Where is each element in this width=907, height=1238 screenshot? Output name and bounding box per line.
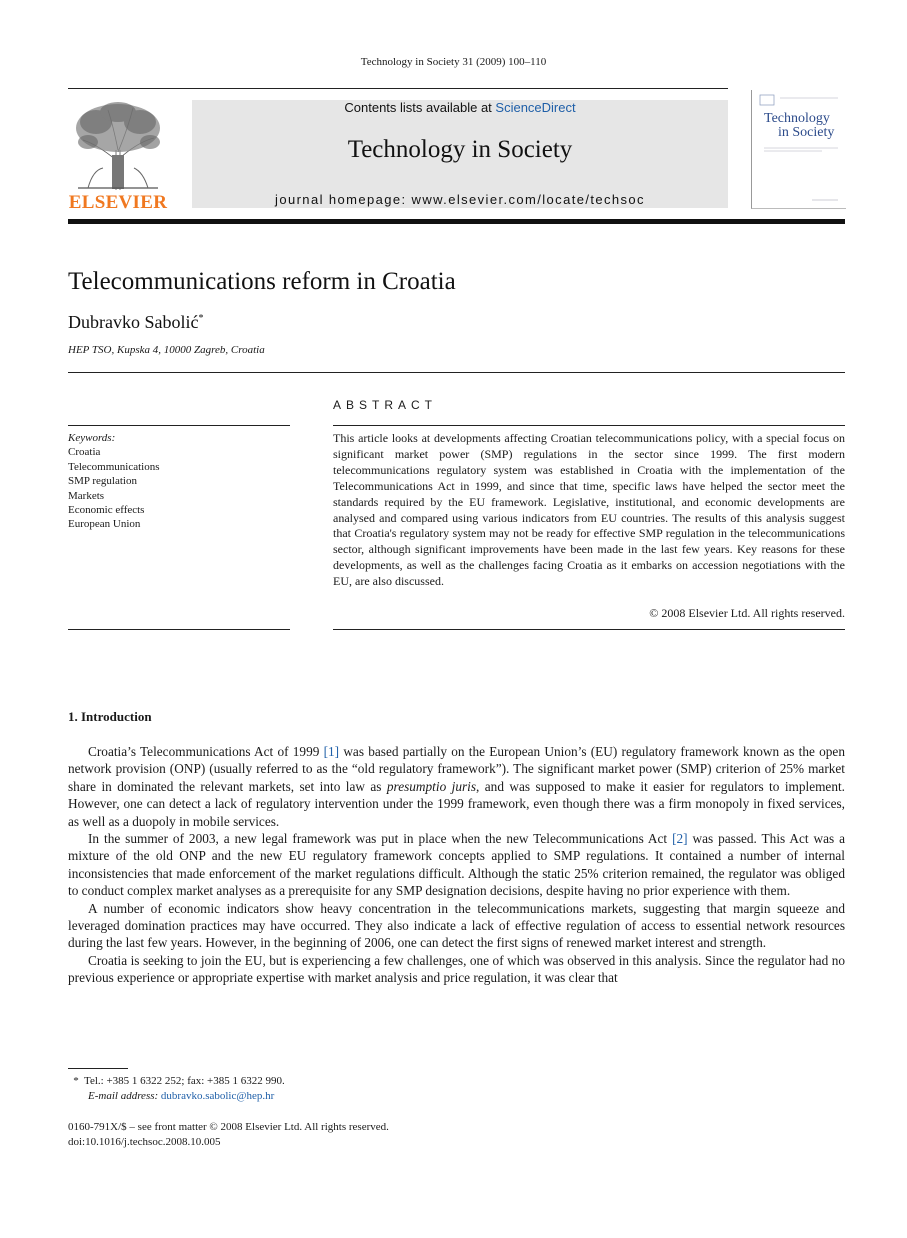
header-rule [68,88,728,89]
keyword-item: Economic effects [68,504,145,517]
cover-decoration-icon [752,90,846,208]
abstract-heading: ABSTRACT [333,398,438,412]
email-label: E-mail address: [88,1090,159,1102]
footnote-rule [68,1068,128,1069]
citation-link[interactable]: [1] [323,744,340,759]
citation-link[interactable]: [2] [672,831,688,847]
keywords-label: Keywords: [68,432,116,444]
email-link[interactable]: dubravko.sabolic@hep.hr [160,1090,275,1102]
keyword-item: SMP regulation [68,475,137,488]
cover-title-line1: Technology [764,111,830,126]
author-name: Dubravko Sabolić [68,312,199,332]
journal-name: Technology in Society [347,136,573,163]
contents-line [192,100,728,115]
abstract-top-rule [333,425,845,426]
issn-line: 0160-791X/$ – see front matter © 2008 Elsevier Ltd. All rights reserved. [68,1121,389,1133]
author-footnote [68,1074,285,1104]
abstract-bottom-rule [333,629,845,630]
abstract-text: This article looks at developments affecting Croatian telecommunications policy, with a special focus on significant market power (SMP) regulations in the sector since 1999. The first modern telecommunications regulatory system was established in Croatia with the implementation of the Telecommunications Act in 1999, and since that time, specific laws have helped the sector meet the standards required by the EU framework. Legislative, institutional, and economic developments are analysed and compared using various indicators from EU countries. The results of this analysis suggest that Croatia's regulatory system may not be ready for effective SMP regulation in the telecommunications sector, although significant improvements have been made in the last few years. Key reasons for these developments, as well as the challenges facing Croatia as it embarks on accession negotiations with the EU, are also discussed. [333,431,845,589]
keywords-block [68,431,290,532]
cover-title [764,112,834,140]
article-title: Telecommunications reform in Croatia [68,268,456,295]
section-heading-introduction: 1. Introduction [68,709,152,724]
doi-line[interactable]: doi:10.1016/j.techsoc.2008.10.005 [68,1136,221,1148]
keywords-bottom-rule [68,629,290,630]
text-run: In the summer of 2003, a new legal framework was put in place when the new Telecommunications Act [88,831,673,847]
elsevier-wordmark: ELSEVIER [68,192,168,213]
affiliation: HEP TSO, Kupska 4, 10000 Zagreb, Croatia [68,344,265,356]
author-line [68,312,203,333]
keyword-item: Croatia [68,446,101,459]
text-run: , and was supposed to make it easier for regulators to implement. However, one can detect a lack of regulatory intervention under the 1999 framework, even though there was a firm monopoly in fixed services, as well as a duopoly in mobile services. [68,778,846,829]
paragraph: Croatia is seeking to join the EU, but is experiencing a few challenges, one of which was observed in this analysis. Since the regulator had no previous experience or appropriate expertise with market analysis and price regulation, it was clear that [68,952,845,986]
keywords-top-rule [68,425,290,426]
contents-prefix: Contents lists available at [344,100,496,115]
journal-masthead [192,100,728,208]
journal-cover [751,90,846,209]
keyword-item: Markets [68,489,105,502]
tree-icon [68,100,168,192]
paragraph: A number of economic indicators show heavy concentration in the telecommunications markets, suggesting that margin squeeze and leveraged domination practices may have occurred. They also indicate a lack of effective regulation of access to essential network resources during the last few years. However, in the beginning of 2006, one can detect the first signs of renewed market interest and strength. [68,900,845,951]
running-header: Technology in Society 31 (2009) 100–110 [360,56,547,68]
keyword-item: European Union [68,518,141,531]
sciencedirect-link[interactable]: ScienceDirect [495,100,576,115]
abstract-copyright: © 2008 Elsevier Ltd. All rights reserved. [649,606,845,620]
front-matter [68,1120,389,1150]
masthead-thick-rule [68,219,845,224]
footnote-mark: * [73,1075,79,1087]
footnote-tel: Tel.: +385 1 6322 252; fax: +385 1 6322 990. [84,1075,285,1087]
paragraph [68,743,845,830]
footnote-contact [68,1074,285,1089]
keyword-item: Telecommunications [68,460,160,473]
title-rule [68,372,845,373]
text-run: was passed. This Act was a mixture of the old ONP and the new EU regulatory framework concepts applied to SMP regulations. It contained a number of internal inconsistencies that made enforcement of the market regulations difficult. Although the static 25% criterion remained, the regulator was obliged to conduct complex market analyses as a prerequisite for any SMP designation decisions, despite having no prior experience with them. [68,831,846,899]
text-run: was based partially on the European Union’s (EU) regulatory framework known as the open network provision (ONP) (usually referred to as the “old regulatory framework”). The significant market power (SMP) criterion of 25% market share in dominated the relevant markets, set into law as [68,744,845,794]
text-run-italic: presumptio juris [386,778,477,794]
author-footnote-mark[interactable]: * [198,313,204,324]
introduction-body [68,743,845,987]
journal-homepage[interactable]: journal homepage: www.elsevier.com/locate/techsoc [275,192,645,207]
footnote-email-line [68,1089,285,1104]
cover-title-line2: in Society [778,125,835,140]
text-run: Croatia’s Telecommunications Act of 1999 [88,744,324,759]
elsevier-logo [68,100,168,213]
paragraph [68,830,845,900]
